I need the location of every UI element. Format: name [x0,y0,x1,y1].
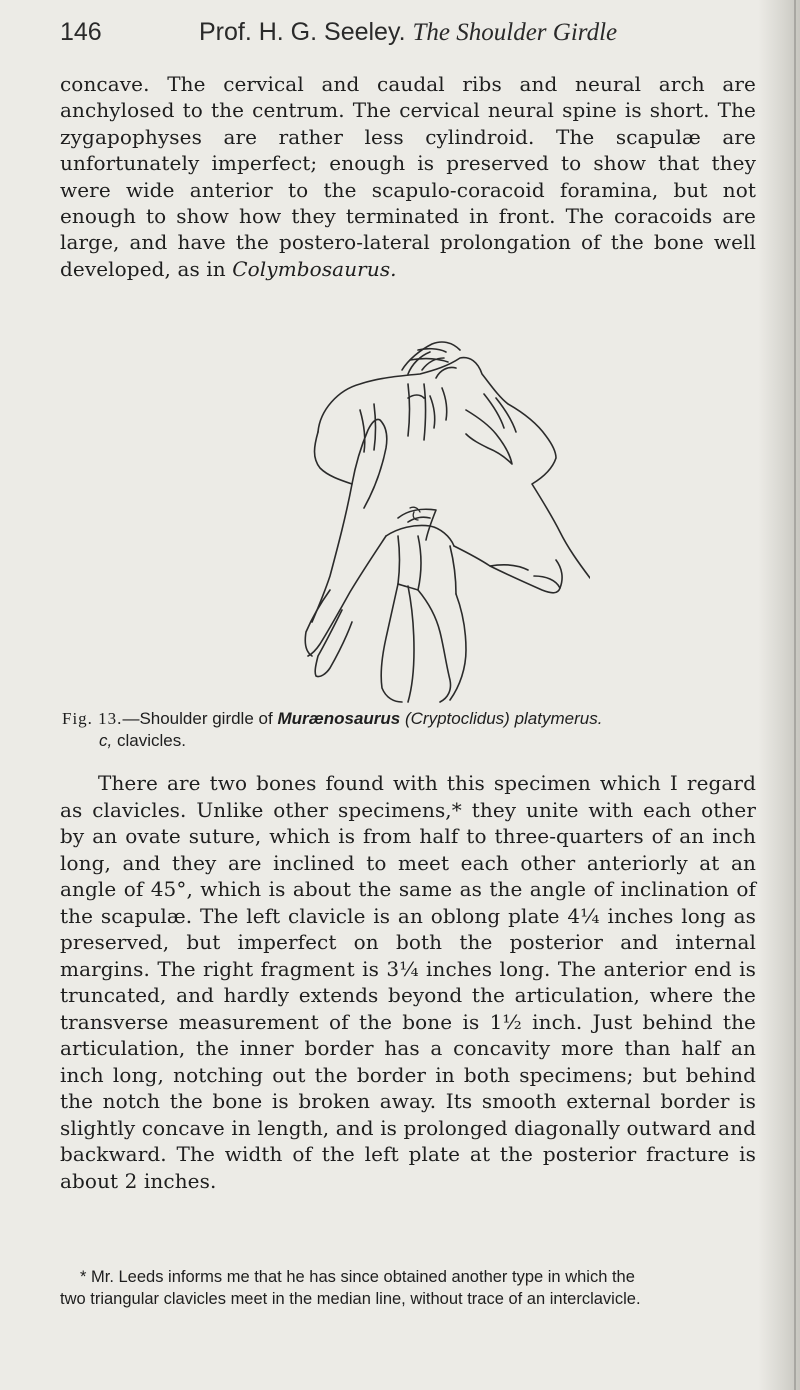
neural-spine [408,384,426,440]
caption-prefix: —Shoulder girdle of [122,709,273,728]
figure-caption [62,708,762,752]
page-header [60,18,760,58]
left-coracoid [308,536,386,656]
running-head-author: Prof. H. G. Seeley. [199,18,406,46]
page-edge-shadow [758,0,800,1390]
right-coracoid [454,546,562,593]
shoulder-girdle-drawing [290,340,590,705]
page-number: 146 [60,18,102,46]
clavicle-c-label-area [398,509,436,540]
caption-subgenus: (Cryptoclidus) [404,709,510,728]
left-scapula [352,419,387,508]
caption-clavicles: clavicles. [116,731,186,750]
footnote-line-2: two triangular clavicles meet in the median line, without trace of an interclavicle. [60,1290,641,1308]
right-scapula [466,410,512,464]
caption-species: platymerus. [514,709,603,728]
figure-label: Fig. 13. [62,709,123,728]
paragraph-1-text: concave. The cervical and caudal ribs and neural arch are anchylosed to the centrum. The cervical neural spine is short. The zygapophyses are rather less cylindroid. The scapulæ are unfortunately imperfect; enough is preserved to show that they were wide anterior to the scapulo-coracoid foramina, but not enough to show how they terminated in front. The coracoids are large, and have the postero-lateral prolongation of the bone well developed, as in [60,72,756,281]
running-head-title: The Shoulder Girdle [412,19,618,46]
footnote-line-1: * Mr. Leeds informs me that he has since obtained another type in which the [80,1268,635,1286]
girdle-outline-left [312,432,352,622]
paragraph-1 [60,71,756,282]
paragraph-2: There are two bones found with this specimen which I regard as clavicles. Unlike other specimens,* they unite with each other by an ovate suture, which is from half to three-quarters of an inch long, and they are inclined to meet each other anteriorly at an angle of 45°, which is about the same as the angle of inclination of the scapulæ. The left clavicle is an oblong plate 4¼ inches long as preserved, but imperfect on both the posterior and internal margins. The right fragment is 3¼ inches long. The anterior end is truncated, and hardly extends beyond the articulation, where the transverse measurement of the bone is 1½ inch. Just behind the articulation, the inner border has a concavity more than half an inch long, notching out the border in both specimens; but behind the notch the bone is broken away. Its smooth external border is slightly concave in length, and is prolonged diagonally outward and backward. The width of the left plate at the posterior fracture is about 2 inches. [60,771,756,1193]
coracoid-midline [398,584,451,702]
caption-letter: c, [99,731,113,750]
paragraph-1-genus: Colymbosaurus. [232,256,397,281]
running-head [199,18,617,47]
caption-genus: Murænosaurus [277,709,401,728]
footnote [60,1266,760,1310]
figure-13-illustration [290,340,590,705]
caption-line-2 [62,730,762,752]
